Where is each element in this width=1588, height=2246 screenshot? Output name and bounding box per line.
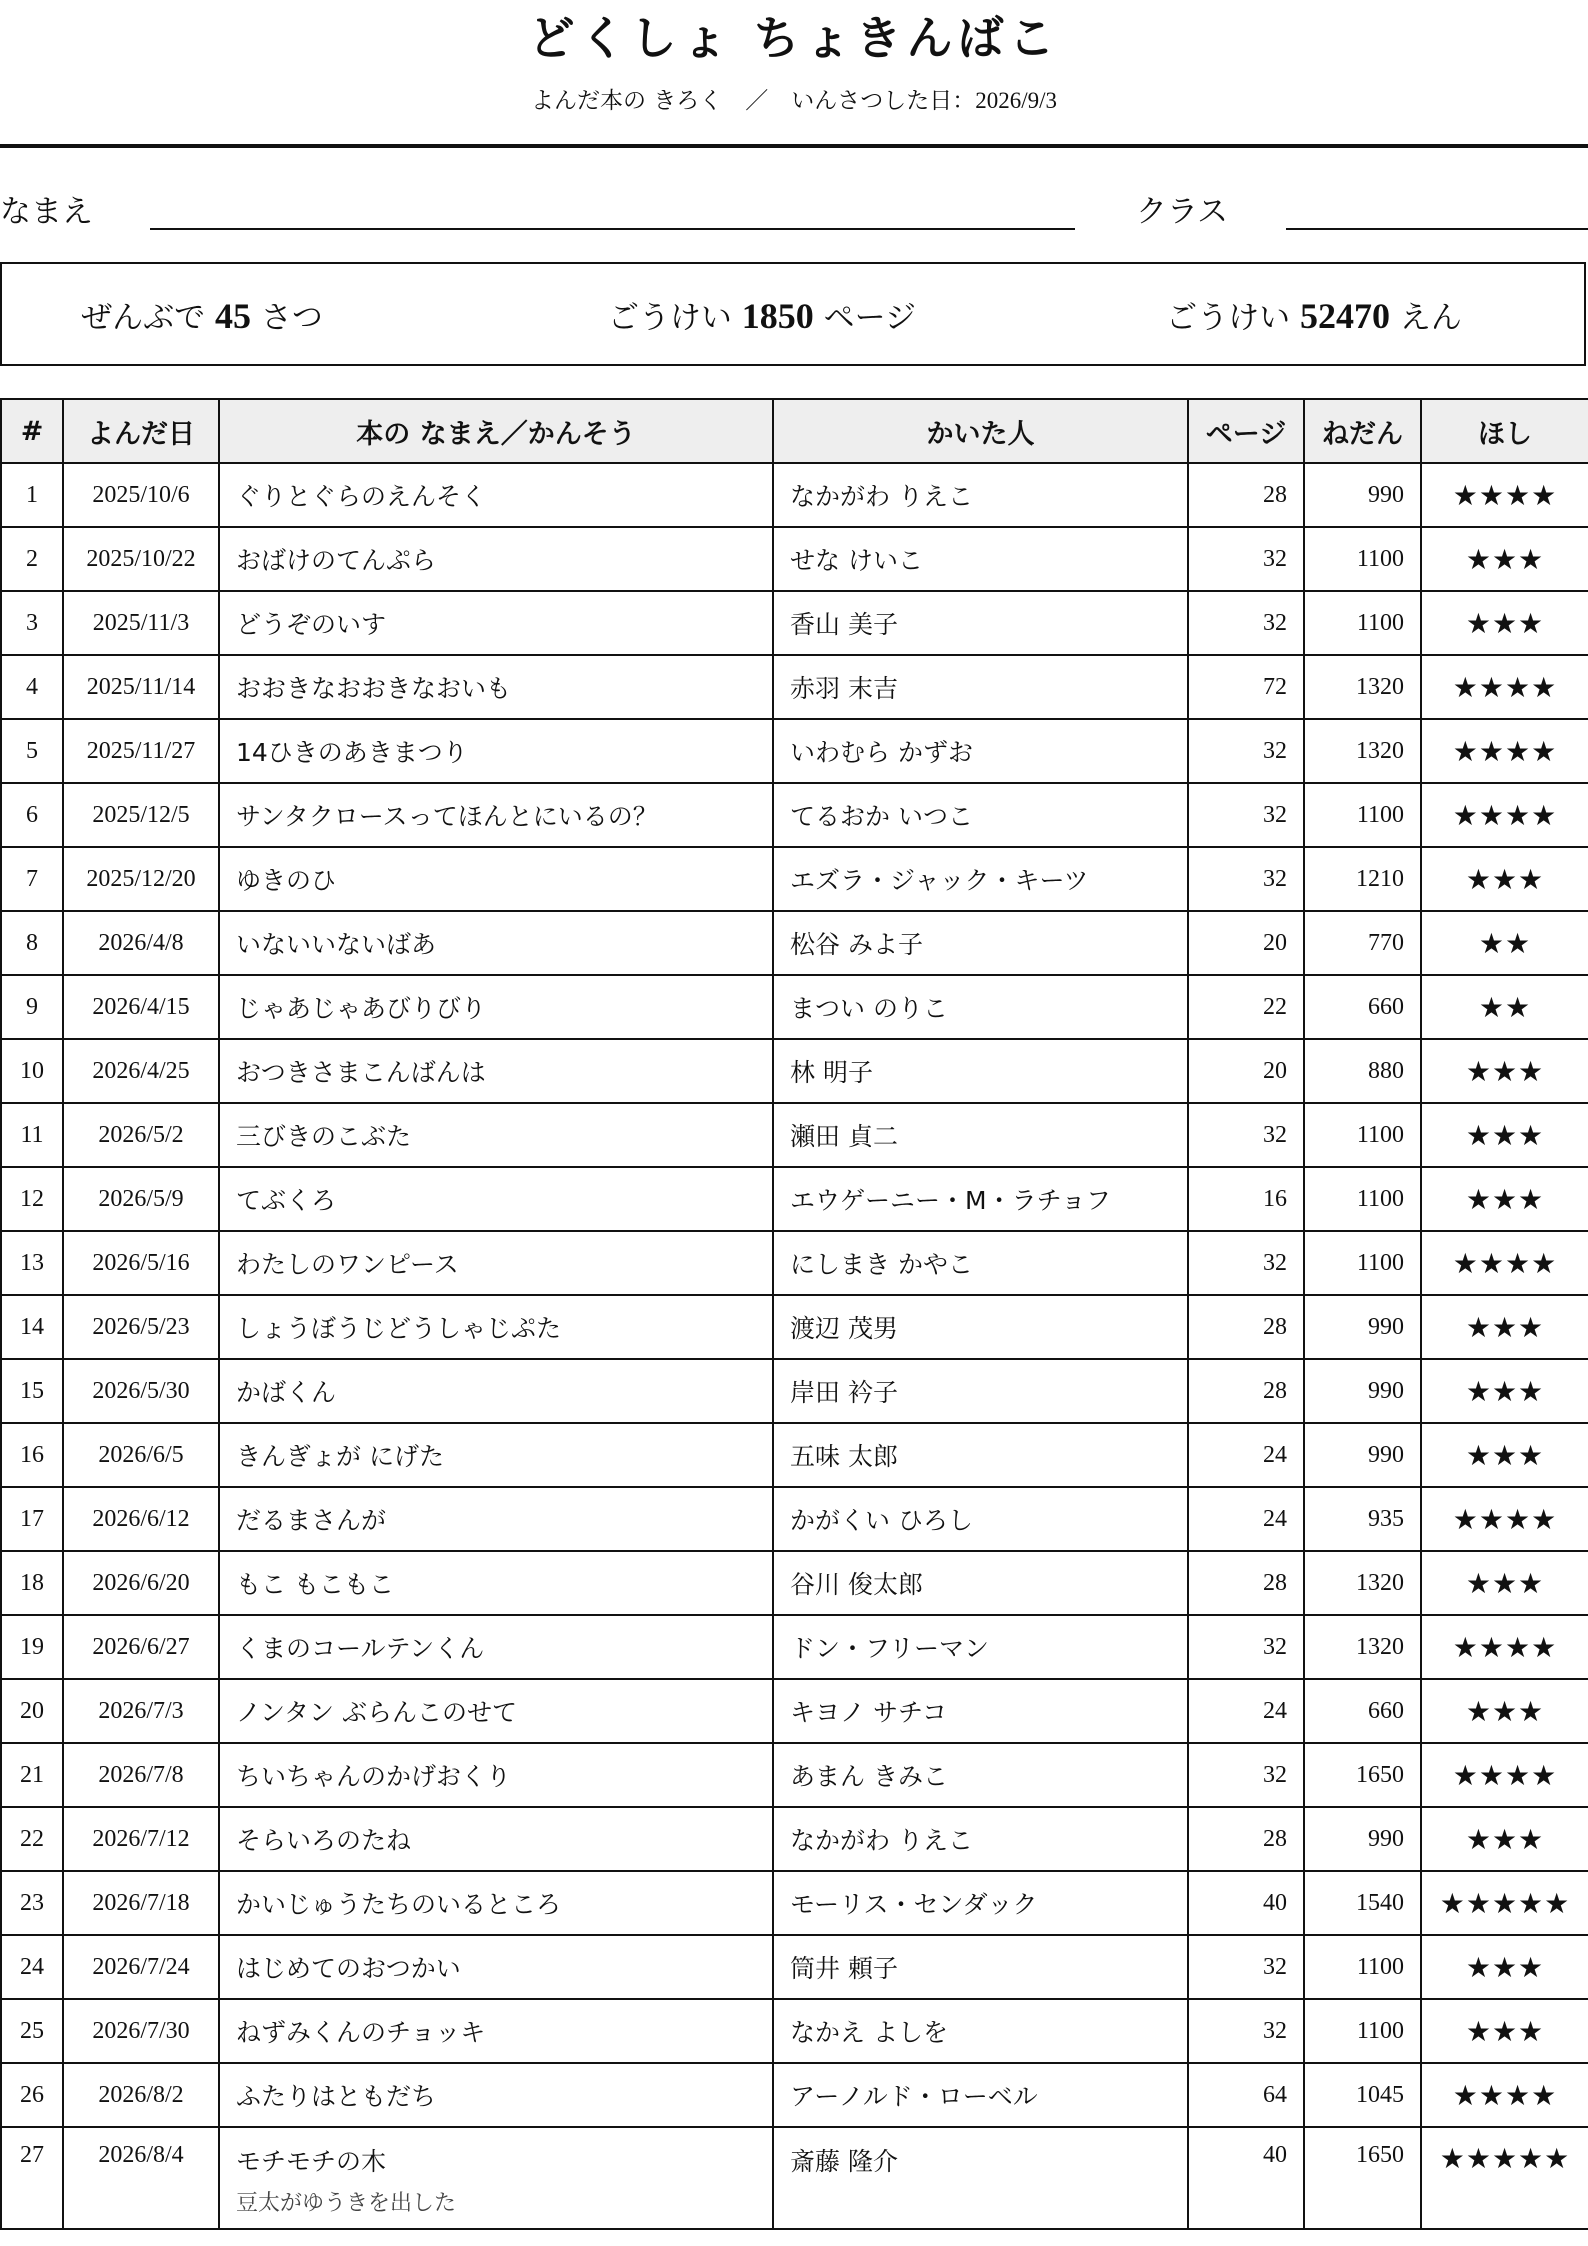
star-rating: ★★★: [1421, 1359, 1588, 1423]
star-rating: ★★★: [1421, 1103, 1588, 1167]
book-title-text: しょうぼうじどうしゃじぷた: [236, 1314, 562, 1343]
page-count: 22: [1188, 975, 1304, 1039]
book-author: なかがわ りえこ: [773, 463, 1188, 527]
book-author: 五味 太郎: [773, 1423, 1188, 1487]
book-price: 1100: [1304, 1167, 1421, 1231]
pages-suffix: ページ: [823, 300, 917, 336]
pages-prefix: ごうけい: [607, 300, 732, 336]
book-title: [219, 2127, 773, 2229]
read-date: 2026/6/27: [63, 1615, 219, 1679]
col-header-author: かいた人: [773, 399, 1188, 463]
book-author: いわむら かずお: [773, 719, 1188, 783]
page-count: 28: [1188, 1359, 1304, 1423]
book-title: [219, 783, 773, 847]
book-title-text: 14ひきのあきまつり: [236, 738, 468, 767]
book-title-text: もこ もこもこ: [236, 1570, 394, 1599]
page-count: 28: [1188, 1295, 1304, 1359]
page-count: 32: [1188, 719, 1304, 783]
table-row: [1, 1487, 1588, 1551]
book-price: 1320: [1304, 655, 1421, 719]
book-author: てるおか いつこ: [773, 783, 1188, 847]
book-title: [219, 1167, 773, 1231]
book-title: [219, 1295, 773, 1359]
book-title-text: てぶくろ: [236, 1186, 337, 1215]
row-number: 7: [1, 847, 63, 911]
book-author: 赤羽 末吉: [773, 655, 1188, 719]
book-price: 1045: [1304, 2063, 1421, 2127]
row-number: 9: [1, 975, 63, 1039]
row-number: 16: [1, 1423, 63, 1487]
row-number: 11: [1, 1103, 63, 1167]
page-count: 40: [1188, 1871, 1304, 1935]
book-title-text: おばけのてんぷら: [236, 546, 437, 575]
page-count: 20: [1188, 911, 1304, 975]
book-title-text: じゃあじゃあびりびり: [236, 994, 487, 1023]
book-title-text: くまのコールテンくん: [236, 1634, 485, 1663]
row-number: 23: [1, 1871, 63, 1935]
book-title-text: おつきさまこんばんは: [236, 1058, 486, 1087]
table-row: [1, 2127, 1588, 2229]
page-title: どくしょ ちょきんばこ: [528, 11, 1060, 65]
star-rating: ★★★: [1421, 1935, 1588, 1999]
book-price: 660: [1304, 975, 1421, 1039]
page-count: 64: [1188, 2063, 1304, 2127]
reading-log-table: [0, 398, 1588, 2230]
star-rating: ★★★★: [1421, 2063, 1588, 2127]
table-row: [1, 1935, 1588, 1999]
row-number: 5: [1, 719, 63, 783]
book-author: キヨノ サチコ: [773, 1679, 1188, 1743]
read-date: 2026/8/4: [63, 2127, 219, 2229]
star-rating: ★★★★: [1421, 1231, 1588, 1295]
book-title: [219, 655, 773, 719]
table-row: [1, 463, 1588, 527]
star-rating: ★★★: [1421, 527, 1588, 591]
class-field[interactable]: [1286, 228, 1588, 230]
book-author: なかえ よしを: [773, 1999, 1188, 2063]
star-rating: ★★★★★: [1421, 2127, 1588, 2229]
book-title-text: ふたりはともだち: [236, 2082, 437, 2111]
page-count: 20: [1188, 1039, 1304, 1103]
book-price: 880: [1304, 1039, 1421, 1103]
col-header-pages: ページ: [1188, 399, 1304, 463]
page-count: 24: [1188, 1423, 1304, 1487]
book-price: 990: [1304, 1295, 1421, 1359]
book-price: 1100: [1304, 1103, 1421, 1167]
table-row: [1, 847, 1588, 911]
star-rating: ★★★: [1421, 1039, 1588, 1103]
book-title-text: ぐりとぐらのえんそく: [236, 482, 487, 511]
page-count: 32: [1188, 527, 1304, 591]
book-title: [219, 1551, 773, 1615]
page-count: 32: [1188, 847, 1304, 911]
read-date: 2025/12/5: [63, 783, 219, 847]
book-author: 林 明子: [773, 1039, 1188, 1103]
book-price: 1100: [1304, 783, 1421, 847]
star-rating: ★★★★: [1421, 1487, 1588, 1551]
book-title: [219, 1679, 773, 1743]
read-date: 2026/6/20: [63, 1551, 219, 1615]
print-date: 2026/9/3: [975, 88, 1058, 113]
book-price: 1100: [1304, 1231, 1421, 1295]
name-label: なまえ: [0, 194, 93, 230]
read-date: 2026/8/2: [63, 2063, 219, 2127]
row-number: 27: [1, 2127, 63, 2229]
book-title: [219, 911, 773, 975]
star-rating: ★★★: [1421, 1807, 1588, 1871]
table-row: [1, 1551, 1588, 1615]
class-label: クラス: [1136, 194, 1229, 230]
book-price: 1650: [1304, 2127, 1421, 2229]
row-number: 19: [1, 1615, 63, 1679]
read-date: 2026/6/12: [63, 1487, 219, 1551]
book-title-text: だるまさんが: [236, 1506, 387, 1535]
read-date: 2025/12/20: [63, 847, 219, 911]
row-number: 12: [1, 1167, 63, 1231]
book-author: 斎藤 隆介: [773, 2127, 1188, 2229]
table-row: [1, 1231, 1588, 1295]
book-title: [219, 1615, 773, 1679]
book-title-text: はじめてのおつかい: [236, 1954, 461, 1983]
table-row: [1, 1679, 1588, 1743]
star-rating: ★★★: [1421, 591, 1588, 655]
col-header-stars: ほし: [1421, 399, 1588, 463]
table-row: [1, 719, 1588, 783]
book-title: [219, 1103, 773, 1167]
book-title: [219, 1807, 773, 1871]
book-price: 770: [1304, 911, 1421, 975]
book-title-text: おおきなおおきなおいも: [236, 674, 512, 703]
read-date: 2025/11/14: [63, 655, 219, 719]
book-price: 990: [1304, 463, 1421, 527]
book-title-text: ちいちゃんのかげおくり: [236, 1762, 512, 1791]
book-author: まつい のりこ: [773, 975, 1188, 1039]
row-number: 8: [1, 911, 63, 975]
star-rating: ★★★: [1421, 1295, 1588, 1359]
read-date: 2026/6/5: [63, 1423, 219, 1487]
book-price: 990: [1304, 1423, 1421, 1487]
book-author: ドン・フリーマン: [773, 1615, 1188, 1679]
table-header-row: [1, 399, 1588, 463]
table-row: [1, 1807, 1588, 1871]
read-date: 2026/5/9: [63, 1167, 219, 1231]
row-number: 17: [1, 1487, 63, 1551]
row-number: 21: [1, 1743, 63, 1807]
price-prefix: ごうけい: [1166, 300, 1291, 336]
star-rating: ★★★★: [1421, 719, 1588, 783]
book-price: 990: [1304, 1807, 1421, 1871]
read-date: 2026/7/24: [63, 1935, 219, 1999]
row-number: 14: [1, 1295, 63, 1359]
page-count: 32: [1188, 1231, 1304, 1295]
book-price: 990: [1304, 1359, 1421, 1423]
star-rating: ★★★★: [1421, 1615, 1588, 1679]
page-count: 16: [1188, 1167, 1304, 1231]
book-author: なかがわ りえこ: [773, 1807, 1188, 1871]
star-rating: ★★★★: [1421, 1743, 1588, 1807]
star-rating: ★★★: [1421, 1551, 1588, 1615]
book-price: 1320: [1304, 719, 1421, 783]
book-price: 1320: [1304, 1551, 1421, 1615]
star-rating: ★★: [1421, 911, 1588, 975]
page-count: 24: [1188, 1487, 1304, 1551]
star-rating: ★★: [1421, 975, 1588, 1039]
star-rating: ★★★: [1421, 1167, 1588, 1231]
table-row: [1, 2063, 1588, 2127]
page-count: 32: [1188, 1935, 1304, 1999]
page-count: 32: [1188, 1743, 1304, 1807]
book-price: 1100: [1304, 1999, 1421, 2063]
table-row: [1, 975, 1588, 1039]
summary-books: [2, 292, 402, 337]
books-count: 45: [215, 296, 251, 336]
read-date: 2026/4/25: [63, 1039, 219, 1103]
book-title: [219, 1039, 773, 1103]
table-row: [1, 1743, 1588, 1807]
book-title: [219, 1487, 773, 1551]
read-date: 2025/10/6: [63, 463, 219, 527]
read-date: 2026/5/16: [63, 1231, 219, 1295]
page-count: 32: [1188, 1103, 1304, 1167]
book-author: 筒井 頼子: [773, 1935, 1188, 1999]
table-row: [1, 1423, 1588, 1487]
book-title: [219, 1871, 773, 1935]
star-rating: ★★★: [1421, 1999, 1588, 2063]
table-row: [1, 655, 1588, 719]
row-number: 1: [1, 463, 63, 527]
book-price: 1100: [1304, 591, 1421, 655]
book-price: 1540: [1304, 1871, 1421, 1935]
book-title-text: モチモチの木: [236, 2147, 387, 2176]
book-impression: 豆太がゆうきを出した: [236, 2191, 457, 2216]
table-row: [1, 1359, 1588, 1423]
book-title-text: かばくん: [236, 1378, 337, 1407]
book-title-text: わたしのワンピース: [236, 1250, 459, 1279]
star-rating: ★★★: [1421, 1679, 1588, 1743]
read-date: 2025/11/27: [63, 719, 219, 783]
col-header-number: #: [1, 399, 63, 463]
row-number: 13: [1, 1231, 63, 1295]
table-row: [1, 911, 1588, 975]
table-row: [1, 1167, 1588, 1231]
book-author: エズラ・ジャック・キーツ: [773, 847, 1188, 911]
row-number: 15: [1, 1359, 63, 1423]
col-header-date: よんだ日: [63, 399, 219, 463]
book-price: 1100: [1304, 1935, 1421, 1999]
read-date: 2025/11/3: [63, 591, 219, 655]
summary-box: [0, 262, 1586, 366]
subtitle-label: よんだ本の きろく ／ いんさつした日：: [530, 88, 976, 114]
book-price: 1320: [1304, 1615, 1421, 1679]
book-title: [219, 463, 773, 527]
col-header-price: ねだん: [1304, 399, 1421, 463]
star-rating: ★★★★: [1421, 463, 1588, 527]
book-title: [219, 719, 773, 783]
book-title-text: 三びきのこぶた: [236, 1122, 412, 1151]
book-title: [219, 1935, 773, 1999]
book-author: 岸田 衿子: [773, 1359, 1188, 1423]
read-date: 2026/5/23: [63, 1295, 219, 1359]
read-date: 2026/5/30: [63, 1359, 219, 1423]
page-count: 28: [1188, 1807, 1304, 1871]
table-row: [1, 783, 1588, 847]
book-author: 松谷 みよ子: [773, 911, 1188, 975]
page-subtitle: [0, 82, 1588, 115]
row-number: 22: [1, 1807, 63, 1871]
read-date: 2026/4/15: [63, 975, 219, 1039]
star-rating: ★★★: [1421, 1423, 1588, 1487]
book-author: せな けいこ: [773, 527, 1188, 591]
page-count: 28: [1188, 463, 1304, 527]
header-divider: [0, 144, 1588, 148]
page-count: 24: [1188, 1679, 1304, 1743]
book-title: [219, 1423, 773, 1487]
row-number: 25: [1, 1999, 63, 2063]
star-rating: ★★★: [1421, 847, 1588, 911]
book-title: [219, 1231, 773, 1295]
read-date: 2026/4/8: [63, 911, 219, 975]
read-date: 2026/7/30: [63, 1999, 219, 2063]
row-number: 20: [1, 1679, 63, 1743]
row-number: 4: [1, 655, 63, 719]
read-date: 2026/5/2: [63, 1103, 219, 1167]
book-author: あまん きみこ: [773, 1743, 1188, 1807]
book-author: エウゲーニー・M・ラチョフ: [773, 1167, 1188, 1231]
book-author: アーノルド・ローベル: [773, 2063, 1188, 2127]
row-number: 6: [1, 783, 63, 847]
book-author: かがくい ひろし: [773, 1487, 1188, 1551]
star-rating: ★★★★: [1421, 655, 1588, 719]
book-title: [219, 591, 773, 655]
price-suffix: えん: [1399, 300, 1462, 336]
read-date: 2025/10/22: [63, 527, 219, 591]
book-title: [219, 975, 773, 1039]
book-author: 渡辺 茂男: [773, 1295, 1188, 1359]
price-total: 52470: [1300, 296, 1390, 336]
read-date: 2026/7/8: [63, 1743, 219, 1807]
row-number: 24: [1, 1935, 63, 1999]
read-date: 2026/7/18: [63, 1871, 219, 1935]
read-date: 2026/7/3: [63, 1679, 219, 1743]
table-row: [1, 1103, 1588, 1167]
book-author: 谷川 俊太郎: [773, 1551, 1188, 1615]
row-number: 10: [1, 1039, 63, 1103]
summary-price: [1114, 292, 1514, 337]
page-count: 32: [1188, 591, 1304, 655]
row-number: 2: [1, 527, 63, 591]
pages-total: 1850: [741, 296, 814, 336]
row-number: 18: [1, 1551, 63, 1615]
book-title-text: かいじゅうたちのいるところ: [236, 1890, 562, 1919]
book-title: [219, 1359, 773, 1423]
book-author: 香山 美子: [773, 591, 1188, 655]
table-row: [1, 1615, 1588, 1679]
book-price: 1210: [1304, 847, 1421, 911]
name-field[interactable]: [150, 228, 1075, 230]
table-row: [1, 1999, 1588, 2063]
book-title-text: きんぎょが にげた: [236, 1442, 444, 1471]
book-title-text: いないいないばあ: [236, 930, 437, 959]
table-body: [1, 463, 1588, 2229]
books-prefix: ぜんぶで: [81, 300, 206, 336]
book-title-text: サンタクロースってほんとにいるの？: [236, 802, 658, 831]
row-number: 3: [1, 591, 63, 655]
page-count: 72: [1188, 655, 1304, 719]
star-rating: ★★★★★: [1421, 1871, 1588, 1935]
book-price: 935: [1304, 1487, 1421, 1551]
page-count: 32: [1188, 1615, 1304, 1679]
book-price: 660: [1304, 1679, 1421, 1743]
table-row: [1, 591, 1588, 655]
star-rating: ★★★★: [1421, 783, 1588, 847]
summary-pages: [562, 292, 962, 337]
book-title: [219, 527, 773, 591]
table-row: [1, 1295, 1588, 1359]
table-row: [1, 1039, 1588, 1103]
book-title-text: ねずみくんのチョッキ: [236, 2018, 486, 2047]
book-author: にしまき かやこ: [773, 1231, 1188, 1295]
page-count: 32: [1188, 783, 1304, 847]
read-date: 2026/7/12: [63, 1807, 219, 1871]
books-suffix: さつ: [260, 300, 323, 336]
page-count: 32: [1188, 1999, 1304, 2063]
row-number: 26: [1, 2063, 63, 2127]
book-title-text: ノンタン ぶらんこのせて: [236, 1698, 517, 1727]
page-count: 40: [1188, 2127, 1304, 2229]
table-row: [1, 1871, 1588, 1935]
book-title: [219, 1743, 773, 1807]
col-header-title: 本の なまえ／かんそう: [219, 399, 773, 463]
book-title: [219, 1999, 773, 2063]
table-row: [1, 527, 1588, 591]
book-title-text: そらいろのたね: [236, 1826, 412, 1855]
book-title-text: ゆきのひ: [236, 866, 337, 895]
book-author: 瀬田 貞二: [773, 1103, 1188, 1167]
book-price: 1650: [1304, 1743, 1421, 1807]
page-count: 28: [1188, 1551, 1304, 1615]
book-price: 1100: [1304, 527, 1421, 591]
book-title-text: どうぞのいす: [236, 610, 387, 639]
book-author: モーリス・センダック: [773, 1871, 1188, 1935]
book-title: [219, 847, 773, 911]
book-title: [219, 2063, 773, 2127]
